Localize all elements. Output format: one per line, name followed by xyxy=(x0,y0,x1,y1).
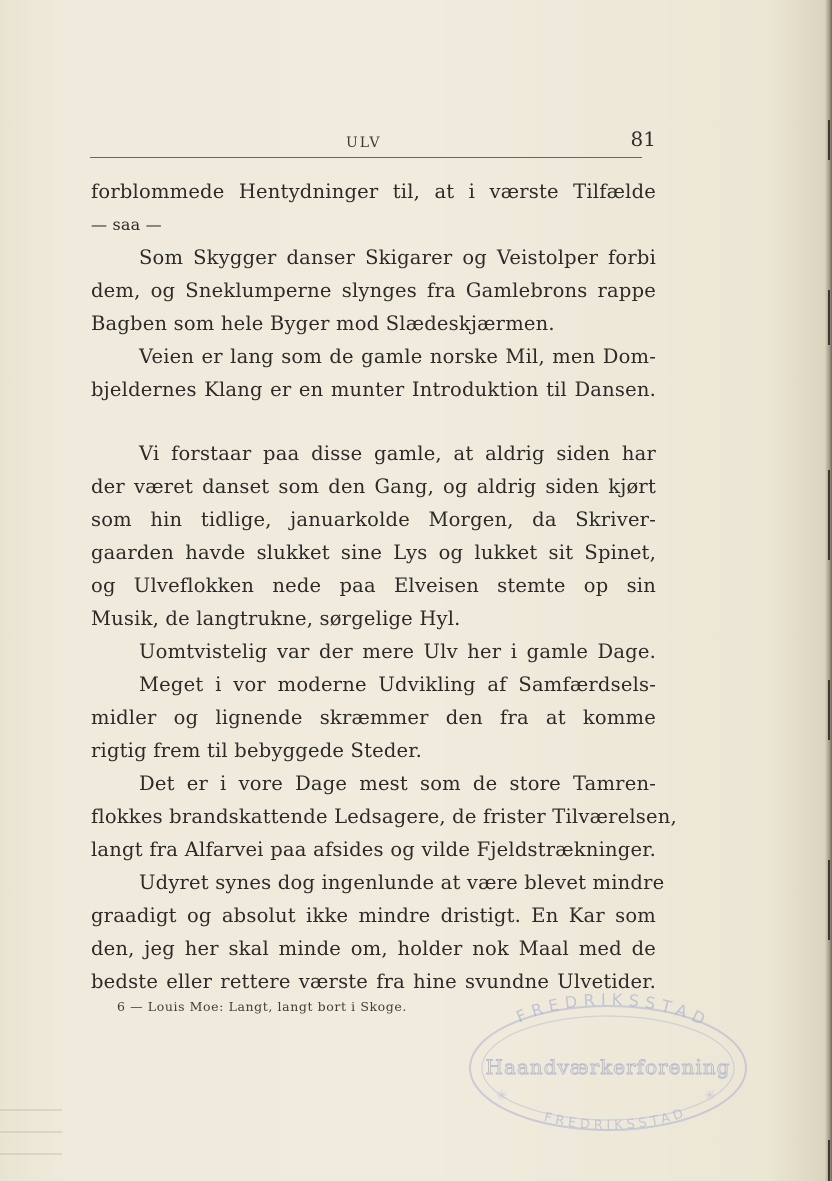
svg-text:FREDRIKSSTAD xyxy=(513,990,713,1032)
text-line: Vi forstaar paa disse gamle, at aldrig siden har xyxy=(139,442,656,465)
text-line: Som Skygger danser Skigarer og Veistolper forbi xyxy=(139,246,656,269)
body-text xyxy=(91,175,677,998)
edge-mark xyxy=(828,1140,830,1181)
stamp-bottom-text: FREDRIKSSTAD xyxy=(542,1105,690,1134)
text-line: Udyret synes dog ingenlunde at være blevet mindre xyxy=(139,871,665,894)
text-line: dem, og Sneklumperne slynges fra Gamlebrons rappe xyxy=(91,279,656,302)
text-line: flokkes brandskattende Ledsagere, de frister Tilværelsen, xyxy=(91,805,677,828)
page-number: 81 xyxy=(630,127,656,151)
stamp-center-text: Haandværkerforening xyxy=(485,1055,731,1079)
paragraph-gap xyxy=(91,406,656,437)
stamp-top-text: FREDRIKSSTAD xyxy=(513,990,714,1032)
text-line: Bagben som hele Byger mod Slædeskjærmen. xyxy=(91,312,555,335)
text-line: — saa — xyxy=(91,215,162,234)
text-line: som hin tidlige, januarkolde Morgen, da Skriver- xyxy=(91,508,656,531)
text-line: Veien er lang som de gamle norske Mil, men Dom- xyxy=(139,345,656,368)
text-line: Det er i vore Dage mest som de store Tamren- xyxy=(139,772,656,795)
stamp-star-icon: ✳ xyxy=(704,1088,716,1104)
text-line: bjeldernes Klang er en munter Introduktion til Dansen. xyxy=(91,378,656,401)
svg-text:FREDRIKSSTAD xyxy=(542,1105,689,1133)
text-line: bedste eller rettere værste fra hine svundne Ulvetider. xyxy=(91,970,656,993)
edge-mark xyxy=(828,680,830,740)
text-line: Meget i vor moderne Udvikling af Samfærdsels- xyxy=(139,673,656,696)
header-rule xyxy=(90,157,642,158)
footnote: 6 — Louis Moe: Langt, langt bort i Skoge. xyxy=(117,999,407,1014)
text-line: den, jeg her skal minde om, holder nok Maal med de xyxy=(91,937,656,960)
text-line: rigtig frem til bebyggede Steder. xyxy=(91,739,423,762)
text-line: der været danset som den Gang, og aldrig siden kjørt xyxy=(91,475,656,498)
running-head xyxy=(90,127,656,155)
library-stamp xyxy=(448,990,764,1146)
text-line: graadigt og absolut ikke mindre dristigt. En Kar som xyxy=(91,904,656,927)
text-line: forblommede Hentydninger til, at i værste Tilfælde xyxy=(91,180,656,203)
edge-mark xyxy=(828,470,830,560)
text-line: gaarden havde slukket sine Lys og lukket sit Spinet, xyxy=(91,541,656,564)
edge-mark xyxy=(828,290,830,345)
text-line: langt fra Alfarvei paa afsides og vilde Fjeldstrækninger. xyxy=(91,838,656,861)
text-line: midler og lignende skræmmer den fra at komme xyxy=(91,706,656,729)
edge-mark xyxy=(828,120,830,160)
text-line: Uomtvistelig var der mere Ulv her i gamle Dage. xyxy=(139,640,656,663)
running-title: ULV xyxy=(346,135,382,151)
edge-mark xyxy=(828,860,830,940)
text-line: Musik, de langtrukne, sørgelige Hyl. xyxy=(91,607,461,630)
text-line: og Ulveflokken nede paa Elveisen stemte op sin xyxy=(91,574,656,597)
page-corner-lines xyxy=(0,1100,70,1180)
page-edge xyxy=(825,0,832,1181)
stamp-star-icon: ✳ xyxy=(496,1088,508,1104)
